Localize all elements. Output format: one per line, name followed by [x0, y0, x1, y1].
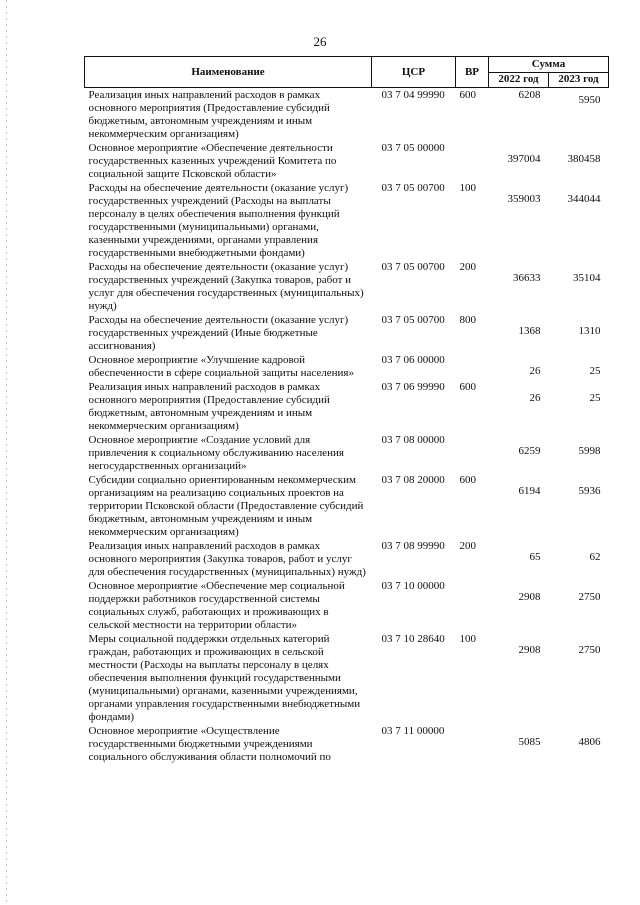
row-sum-2023: 2750	[578, 644, 601, 656]
row-csr: 03 7 08 20000	[381, 474, 445, 486]
row-vr: 600	[459, 381, 476, 393]
row-sum-2023: 2750	[578, 591, 601, 603]
row-name: Реализация иных направлений расходов в рамках основного мероприятия (Предоставление субсидий бюджетным, автономным учреждениям и иным некоммерческим организациям)	[88, 381, 330, 432]
row-csr: 03 7 05 00000	[381, 142, 445, 154]
row-sum-2022: 359003	[507, 193, 541, 205]
row-name: Субсидии социально ориентированным некоммерческим организациям на реализацию социальных проектов на территории Псковской области (Предоставление субсидий бюджетным, автономным учреждениям и иным некоммерческим организациям)	[88, 474, 364, 538]
row-csr: 03 7 11 00000	[381, 725, 445, 737]
row-name: Основное мероприятие «Осуществление государственными бюджетными учреждениями социального обслуживания области полномочий по	[88, 725, 331, 763]
header-2023: 2023 год	[549, 72, 609, 88]
table-row	[85, 353, 609, 380]
table-row	[85, 181, 609, 260]
row-csr: 03 7 06 99990	[381, 381, 445, 393]
table-row	[85, 724, 609, 764]
table-row	[85, 579, 609, 632]
row-csr: 03 7 10 28640	[381, 633, 445, 645]
row-name: Расходы на обеспечение деятельности (оказание услуг) государственных учреждений (Закупка товаров, работ и услуг для обеспечения государственных (муниципальных) нужд)	[88, 261, 364, 312]
table-row	[85, 260, 609, 313]
row-csr: 03 7 05 00700	[381, 261, 445, 273]
row-name: Основное мероприятие «Обеспечение мер социальной поддержки работников государственной системы социальных служб, работающих и проживающих в сельской местности на территории области»	[88, 580, 345, 631]
header-sum: Сумма	[489, 57, 609, 73]
table-row	[85, 433, 609, 473]
row-vr: 800	[459, 314, 476, 326]
row-vr: 600	[459, 474, 476, 486]
row-vr: 200	[459, 261, 476, 273]
row-sum-2022: 5085	[518, 736, 541, 748]
row-name: Реализация иных направлений расходов в рамках основного мероприятия (Предоставление субсидий бюджетным, автономным учреждениям и иным некоммерческим организациям)	[88, 89, 330, 140]
row-csr: 03 7 05 00700	[381, 182, 445, 194]
row-name: Реализация иных направлений расходов в рамках основного мероприятия (Закупка товаров, работ и услуг для обеспечения государственных (муниципальных) нужд)	[88, 540, 366, 578]
row-csr: 03 7 05 00700	[381, 314, 445, 326]
row-sum-2022: 6208	[518, 89, 541, 101]
row-sum-2022: 26	[529, 365, 541, 377]
row-sum-2023: 380458	[567, 153, 601, 165]
row-sum-2022: 65	[529, 551, 541, 563]
row-sum-2023: 5936	[578, 485, 601, 497]
row-sum-2023: 5950	[578, 94, 601, 106]
row-csr: 03 7 04 99990	[381, 89, 445, 101]
table-row	[85, 141, 609, 181]
row-sum-2023: 1310	[578, 325, 601, 337]
row-sum-2022: 26	[529, 392, 541, 404]
header-2022: 2022 год	[489, 72, 549, 88]
row-sum-2022: 2908	[518, 591, 541, 603]
row-sum-2023: 25	[589, 365, 601, 377]
row-sum-2022: 1368	[518, 325, 541, 337]
row-name: Меры социальной поддержки отдельных категорий граждан, работающих и проживающих в сельской местности (Расходы на выплаты персоналу в целях обеспечения выполнения функций государственными (муниципальными) органами, казенными учреждениями, органами управления государственными внебюджетными фондами)	[88, 633, 361, 723]
row-vr: 100	[459, 182, 476, 194]
row-vr	[456, 724, 489, 764]
row-sum-2022: 6259	[518, 445, 541, 457]
row-sum-2023: 344044	[567, 193, 601, 205]
row-name: Расходы на обеспечение деятельности (оказание услуг) государственных учреждений (Иные бюджетные ассигнования)	[88, 314, 349, 352]
table-row	[85, 632, 609, 724]
table-row	[85, 473, 609, 539]
table-row	[85, 313, 609, 353]
scan-edge	[6, 0, 7, 905]
table-row	[85, 88, 609, 142]
header-vr: ВР	[456, 57, 489, 88]
budget-table	[84, 56, 609, 764]
row-csr: 03 7 08 99990	[381, 540, 445, 552]
row-vr	[456, 579, 489, 632]
row-vr: 200	[459, 540, 476, 552]
row-csr: 03 7 08 00000	[381, 434, 445, 446]
row-csr: 03 7 10 00000	[381, 580, 445, 592]
row-sum-2023: 62	[589, 551, 601, 563]
row-vr	[456, 353, 489, 380]
row-sum-2022: 2908	[518, 644, 541, 656]
row-sum-2023: 5998	[578, 445, 601, 457]
row-sum-2022: 36633	[513, 272, 541, 284]
row-name: Основное мероприятие «Создание условий для привлечения к социальному обслуживанию населения негосударственных организаций»	[88, 434, 344, 472]
row-sum-2022: 397004	[507, 153, 541, 165]
row-csr: 03 7 06 00000	[381, 354, 445, 366]
row-sum-2022: 6194	[518, 485, 541, 497]
row-vr: 600	[459, 89, 476, 101]
row-vr: 100	[459, 633, 476, 645]
row-sum-2023: 25	[589, 392, 601, 404]
row-name: Основное мероприятие «Улучшение кадровой обеспеченности в сфере социальной защиты населения»	[88, 354, 354, 379]
row-name: Расходы на обеспечение деятельности (оказание услуг) государственных учреждений (Расходы на выплаты персоналу в целях обеспечения выполнения функций государственными (муниципальными) органами, казенными учреждениями, органами управления государственными внебюджетными фондами)	[88, 182, 349, 259]
row-vr	[456, 433, 489, 473]
header-name: Наименование	[85, 57, 372, 88]
table-row	[85, 539, 609, 579]
row-sum-2023: 4806	[578, 736, 601, 748]
page-number: 26	[313, 34, 327, 49]
row-vr	[456, 141, 489, 181]
table-row	[85, 380, 609, 433]
header-csr: ЦСР	[372, 57, 456, 88]
row-sum-2023: 35104	[573, 272, 601, 284]
row-name: Основное мероприятие «Обеспечение деятельности государственных казенных учреждений Комитета по социальной защите Псковской области»	[88, 142, 337, 180]
